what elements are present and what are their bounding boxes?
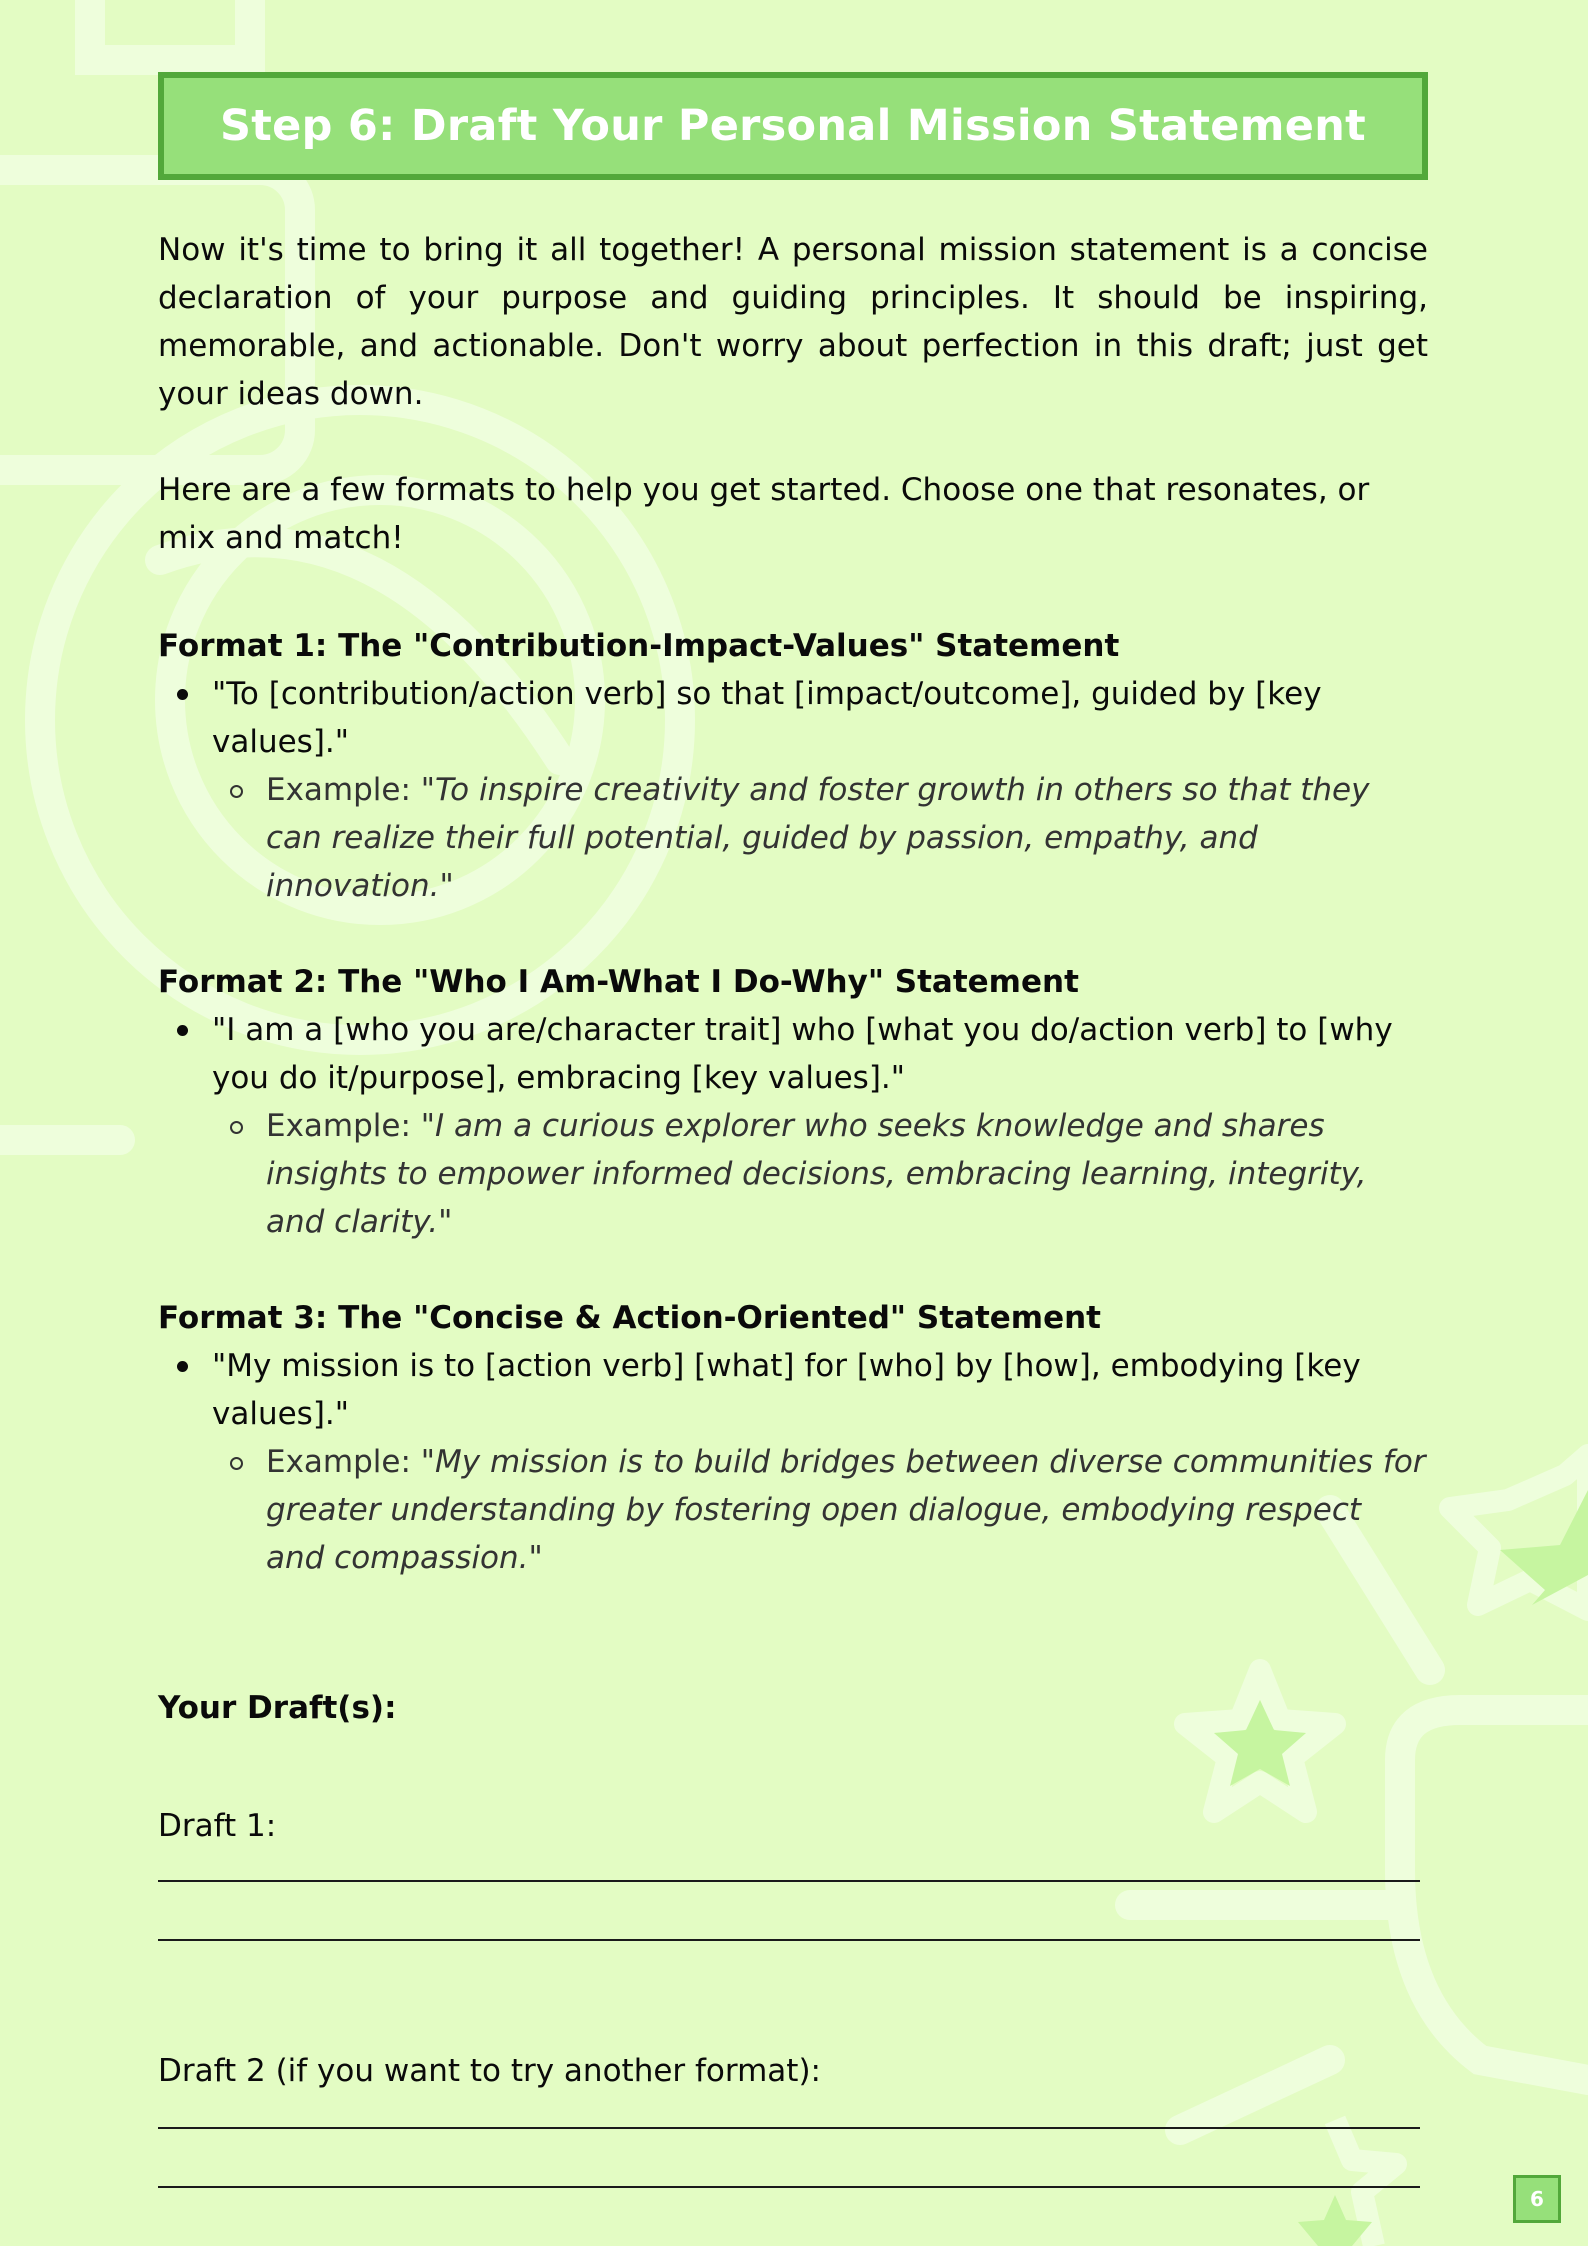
format-1 bbox=[158, 622, 1428, 910]
drafts-heading: Your Draft(s): bbox=[158, 1690, 397, 1726]
title-banner bbox=[158, 72, 1428, 180]
worksheet-page bbox=[158, 72, 1428, 2188]
format-3-template-text: "My mission is to [action verb] [what] for [who] by [how], embodying [key values]." bbox=[212, 1348, 1361, 1432]
format-1-template-text: "To [contribution/action verb] so that [impact/outcome], guided by [key values]." bbox=[212, 676, 1322, 760]
draft-2-line-2[interactable] bbox=[158, 2186, 1420, 2188]
format-1-heading: Format 1: The "Contribution-Impact-Values" Statement bbox=[158, 628, 1120, 664]
format-2-list bbox=[158, 1006, 1428, 1102]
intro-paragraph: Now it's time to bring it all together! A personal mission statement is a concise declaration of your purpose and guiding principles. It should be inspiring, memorable, and actionable. Don't worry about perfection in this draft; just get your ideas down. bbox=[158, 232, 1428, 412]
sub-bullet-icon bbox=[230, 785, 243, 798]
sub-bullet-icon bbox=[230, 1457, 243, 1470]
format-1-example-label: Example: bbox=[266, 772, 421, 808]
format-1-template bbox=[158, 670, 1428, 766]
page-number-badge: 6 bbox=[1513, 2175, 1561, 2223]
format-2-template bbox=[158, 1006, 1428, 1102]
bullet-icon bbox=[177, 1025, 188, 1036]
format-3-example-text: "My mission is to build bridges between diverse communities for greater understanding by fostering open dialogue, embodying respect and compassion." bbox=[266, 1444, 1426, 1576]
format-3 bbox=[158, 1294, 1428, 1582]
format-2-template-text: "I am a [who you are/character trait] who [what you do/action verb] to [why you do it/purpose], embracing [key values]." bbox=[212, 1012, 1393, 1096]
format-2-heading: Format 2: The "Who I Am-What I Do-Why" Statement bbox=[158, 964, 1079, 1000]
bullet-icon bbox=[177, 689, 188, 700]
draft-2-label: Draft 2 (if you want to try another format): bbox=[158, 2053, 821, 2089]
format-3-example-label: Example: bbox=[266, 1444, 421, 1480]
format-1-example bbox=[158, 766, 1428, 910]
formats-intro-paragraph: Here are a few formats to help you get started. Choose one that resonates, or mix and match! bbox=[158, 472, 1370, 556]
format-1-list bbox=[158, 670, 1428, 766]
draft-1-line-1[interactable] bbox=[158, 1880, 1420, 1882]
format-3-example bbox=[158, 1438, 1428, 1582]
format-2-example-label: Example: bbox=[266, 1108, 421, 1144]
format-1-example-text: "To inspire creativity and foster growth in others so that they can realize their full potential, guided by passion, empathy, and innovation." bbox=[266, 772, 1370, 904]
bullet-icon bbox=[177, 1361, 188, 1372]
format-2 bbox=[158, 958, 1428, 1246]
sub-bullet-icon bbox=[230, 1121, 243, 1134]
format-2-example-text: "I am a curious explorer who seeks knowledge and shares insights to empower informed decisions, embracing learning, integrity, and clarity." bbox=[266, 1108, 1367, 1240]
draft-1-line-2[interactable] bbox=[158, 1939, 1420, 1941]
draft-1-label: Draft 1: bbox=[158, 1808, 277, 1844]
format-3-template bbox=[158, 1342, 1428, 1438]
format-3-heading: Format 3: The "Concise & Action-Oriented" Statement bbox=[158, 1300, 1102, 1336]
page-title: Step 6: Draft Your Personal Mission Statement bbox=[219, 101, 1367, 151]
draft-2-line-1[interactable] bbox=[158, 2127, 1420, 2129]
format-3-list bbox=[158, 1342, 1428, 1438]
format-2-example bbox=[158, 1102, 1428, 1246]
